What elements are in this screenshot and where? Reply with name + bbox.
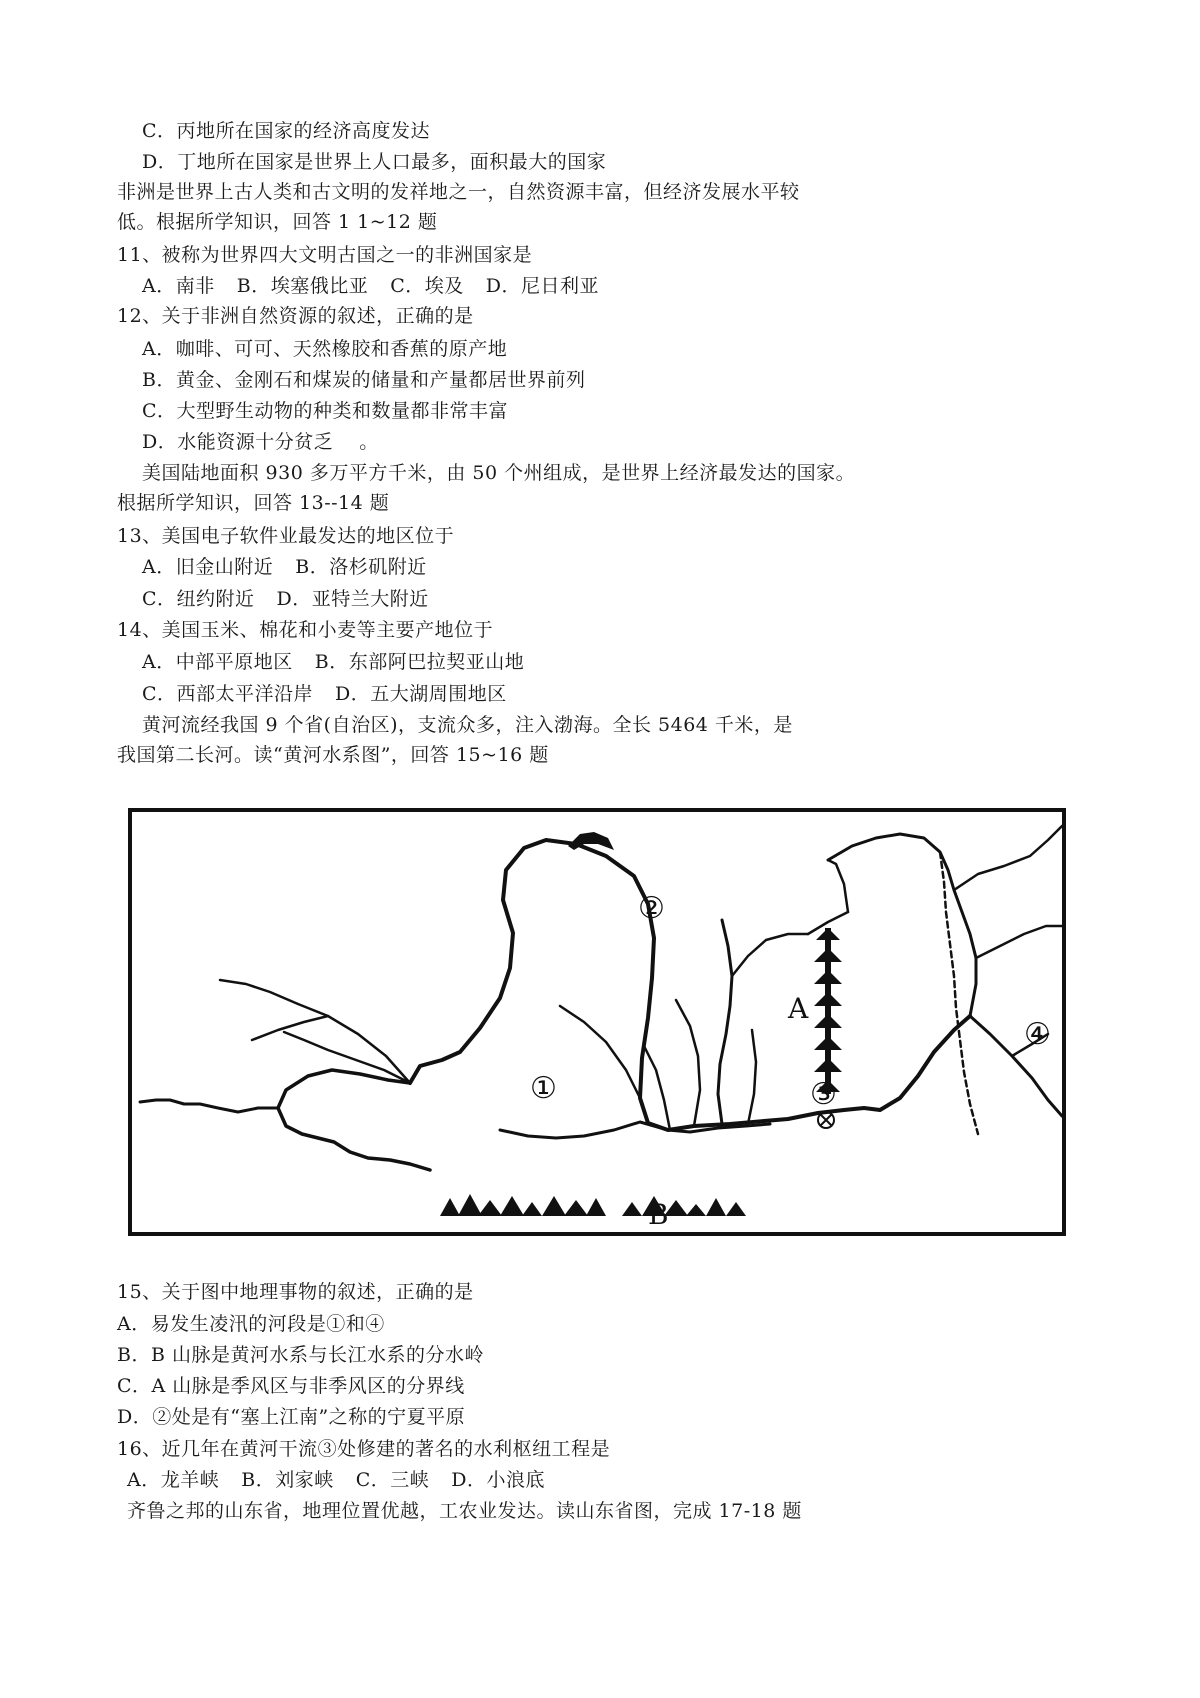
shandong-intro: 齐鲁之邦的山东省，地理位置优越，工农业发达。读山东省图，完成 17-18 题 [127, 1500, 802, 1522]
q12-option-a: A．咖啡、可可、天然橡胶和香蕉的原产地 [142, 338, 508, 360]
yellow-river-intro-line-2: 我国第二长河。读“黄河水系图”，回答 15~16 题 [117, 744, 549, 766]
q11-option-b: B．埃塞俄比亚 [236, 275, 369, 297]
q14-options-row-2 [142, 682, 507, 706]
map-label-3: ③ [810, 1077, 837, 1112]
q10-option-d: D．丁地所在国家是世界上人口最多，面积最大的国家 [142, 151, 607, 173]
q13-options-row-2 [142, 587, 429, 611]
q11-option-d: D．尼日利亚 [485, 275, 599, 297]
q16-option-d: D．小浪底 [451, 1469, 545, 1491]
q16-option-c: C．三峡 [355, 1469, 430, 1491]
q13-stem: 13、美国电子软件业最发达的地区位于 [117, 525, 455, 547]
q13-option-b: B．洛杉矶附近 [295, 556, 427, 578]
q12-stem: 12、关于非洲自然资源的叙述，正确的是 [117, 305, 474, 327]
q13-options-row-1 [142, 555, 427, 579]
q13-option-a: A．旧金山附近 [142, 556, 274, 578]
q15-option-c: C．A 山脉是季风区与非季风区的分界线 [117, 1375, 465, 1397]
q11-options [142, 274, 599, 298]
q14-option-d: D．五大湖周围地区 [335, 683, 507, 705]
q11-option-c: C．埃及 [390, 275, 464, 297]
q15-option-b: B．B 山脉是黄河水系与长江水系的分水岭 [117, 1344, 484, 1366]
q13-option-d: D．亚特兰大附近 [276, 588, 429, 610]
q10-option-c: C．丙地所在国家的经济高度发达 [142, 120, 431, 142]
yellow-river-intro-line-1: 黄河流经我国 9 个省(自治区)，支流众多，注入渤海。全长 5464 千米，是 [142, 714, 793, 736]
q12-option-d: D．水能资源十分贫乏 。 [142, 431, 379, 453]
map-label-4: ④ [1024, 1017, 1051, 1052]
q12-option-b: B．黄金、金刚石和煤炭的储量和产量都居世界前列 [142, 369, 586, 391]
q16-option-a: A．龙羊峡 [127, 1469, 220, 1491]
q16-options [127, 1468, 545, 1492]
yellow-river-system-map [128, 808, 1066, 1236]
q13-option-c: C．纽约附近 [142, 588, 255, 610]
q14-options-row-1 [142, 650, 524, 674]
usa-intro-line-2: 根据所学知识，回答 13--14 题 [117, 492, 390, 514]
africa-intro-line-2: 低。根据所学知识，回答 1 1~12 题 [117, 211, 438, 233]
map-label-2: ② [638, 891, 665, 926]
q11-stem: 11、被称为世界四大文明古国之一的非洲国家是 [117, 244, 533, 266]
q15-option-d: D．②处是有“塞上江南”之称的宁夏平原 [117, 1406, 466, 1428]
q14-option-b: B．东部阿巴拉契亚山地 [314, 651, 525, 673]
q14-option-a: A．中部平原地区 [142, 651, 293, 673]
map-label-a: A [788, 992, 809, 1025]
q15-option-a: A．易发生凌汛的河段是①和④ [117, 1313, 385, 1335]
q15-stem: 15、关于图中地理事物的叙述，正确的是 [117, 1281, 474, 1303]
q14-stem: 14、美国玉米、棉花和小麦等主要产地位于 [117, 619, 494, 641]
q11-option-a: A．南非 [142, 275, 215, 297]
map-label-b: B [648, 1198, 669, 1231]
usa-intro-line-1: 美国陆地面积 930 多万平方千米，由 50 个州组成，是世界上经济最发达的国家。 [142, 462, 856, 484]
q16-option-b: B．刘家峡 [241, 1469, 334, 1491]
q16-stem: 16、近几年在黄河干流③处修建的著名的水利枢纽工程是 [117, 1438, 611, 1460]
map-label-1: ① [530, 1071, 557, 1106]
africa-intro-line-1: 非洲是世界上古人类和古文明的发祥地之一，自然资源丰富，但经济发展水平较 [117, 181, 800, 203]
map-frame [130, 810, 1064, 1234]
q12-option-c: C．大型野生动物的种类和数量都非常丰富 [142, 400, 509, 422]
q14-option-c: C．西部太平洋沿岸 [142, 683, 314, 705]
